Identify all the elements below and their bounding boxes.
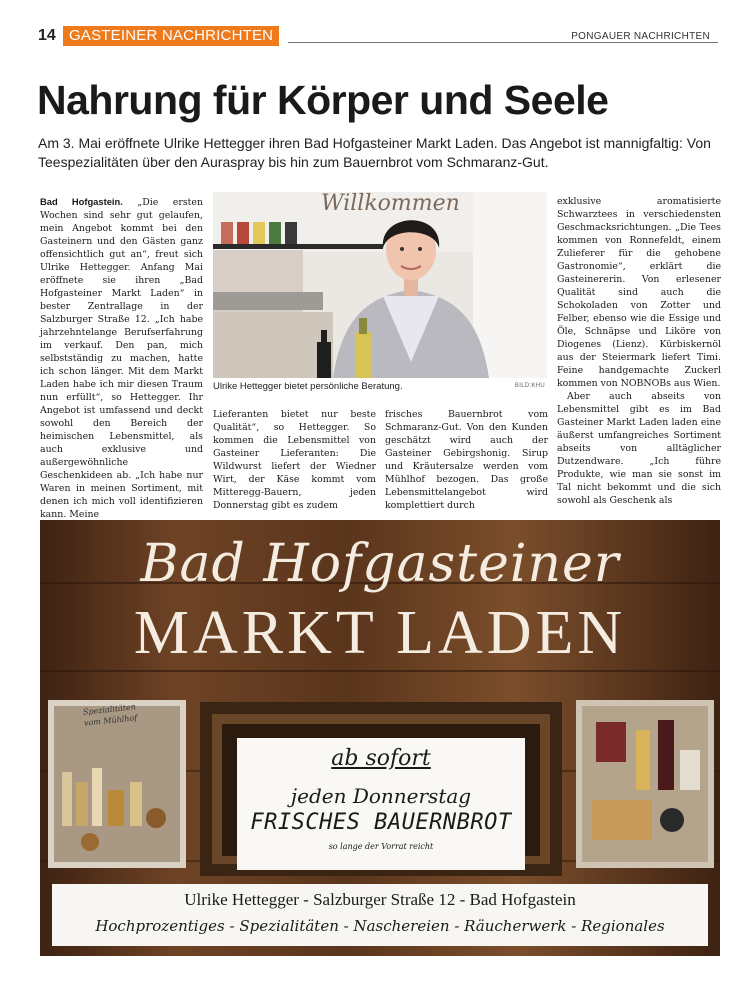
portrait-photo-illustration (213, 192, 547, 378)
column-4-paragraph-1: exklusive aromatisierte Schwarztees in verschiedensten Geschmacksrichtungen. „Die Tees kommen von Ronnefeldt, einem Zulieferer für die gehobene Gastronomie“, erklärt die Gasteinererin. Von erlesener Qualität sind auch die Schokoladen von Zotter und Felber, ebenso wie die Essige und Öle, Schnäpse und Liköre von Diogenes (Lienz). Kürbiskernöl aus der Steiermark liefert Timi. Feine handgemachte Zuckerl kommen von NOBNOBs aus Wien. (557, 196, 721, 389)
ad-footer (52, 884, 708, 946)
ad-notice-line-2: jeden Donnerstag (290, 784, 472, 808)
ad-title-script: Bad Hofgasteiner (140, 534, 620, 594)
article-headline: Nahrung für Körper und Seele (37, 77, 609, 123)
photo-caption: Ulrike Hettegger bietet persönliche Beratung. (213, 381, 403, 392)
ad-notice-line-3: FRISCHES BAUERNBROT (250, 810, 512, 835)
article-column-2 (213, 408, 376, 512)
ad-notice-board (237, 738, 525, 870)
article-column-4 (557, 195, 721, 507)
column-2-text: Lieferanten bietet nur beste Qualität“, so Hettegger. So kommen die Lebensmittel von Gasteiner Lieferanten: Die Wildwurst liefert der Wiedner Wirt, der Käse kommt vom Mitteregg-Bauern, jeden Donnerstag gibt es zudem (213, 409, 376, 511)
section-tag: GASTEINER NACHRICHTEN (63, 26, 279, 46)
ad-shop-sign: Spezialitäten vom Mühlhof (82, 702, 138, 728)
advertisement (40, 520, 720, 956)
ad-title-main: MARKT LADEN (133, 599, 627, 667)
article-column-1 (40, 195, 203, 521)
wall-lettering: Willkommen (321, 192, 460, 216)
article-photo (213, 192, 547, 378)
header-rule (288, 42, 718, 43)
article-column-3 (385, 408, 548, 512)
column-4-paragraph-2: Aber auch abseits von Lebensmittel gibt es im Bad Gasteiner Markt Laden laden eine äußerst umfangreiches Sortiment abseits von alltäglicher Dutzendware. „Ich führe Produkte, wie man sie sonst im Tal nicht bekommt und die sich sowohl als Geschenk als (557, 391, 721, 506)
column-3-text: frisches Bauernbrot vom Schmaranz-Gut. Von den Kunden geschätzt wird auch der Gasteiner Gebirgshonig. Sirup und Kräutersalze werden vom Mühlhof bezogen. Das große Lebensmittelangebot wird komplettiert durch (385, 409, 548, 511)
ad-notice-line-4: so lange der Vorrat reicht (328, 842, 434, 851)
newspaper-name: PONGAUER NACHRICHTEN (565, 31, 710, 42)
photo-credit: BILD:KHU (514, 383, 545, 389)
column-1-text: „Die ersten Wochen sind sehr gut gelaufen, mein Angebot kommt bei den Gasteinern und den Gästen ganz offensichtlich gut an“, freut sich Ulrike Hettegger. Anfang Mai eröffnete sie ihren „Bad Hofgasteiner Markt Laden“ in bester Zentrallage in der Salzburger Straße 12. „Ich habe jahrzehntelange Berufserfahrung im verkauf. Den pan, mich selbstständig zu machen, hatte ich schon länger. Mit dem Markt Laden habe ich mir diesen Traum nun erfüllt“, so Hettegger. Ihr Angebot ist umfassend und deckt sowohl den Bereich der heimischen Lebensmittel, als auch exklusive und außergewöhnliche Geschenkideen ab. „Ich habe nur Waren in meinen Sortiment, mit denen ich mich voll identifizieren kann. Meine (40, 197, 203, 520)
dateline: Bad Hofgastein. (40, 196, 123, 207)
page-number: 14 (38, 27, 56, 44)
ad-address: Ulrike Hettegger - Salzburger Straße 12 - Bad Hofgastein (184, 890, 576, 909)
ad-notice-line-1: ab sofort (331, 746, 431, 771)
article-lead: Am 3. Mai eröffnete Ulrike Hettegger ihren Bad Hofgasteiner Markt Laden. Das Angebot ist mannigfaltig: Von Teespezialitäten über den Auraspray bis hin zum Bauernbrot vom Schmaranz-Gut. (38, 135, 711, 170)
ad-categories: Hochprozentiges - Spezialitäten - Naschereien - Räucherwerk - Regionales (95, 917, 665, 935)
page-header (38, 26, 718, 48)
photo-caption-bar (213, 381, 547, 395)
